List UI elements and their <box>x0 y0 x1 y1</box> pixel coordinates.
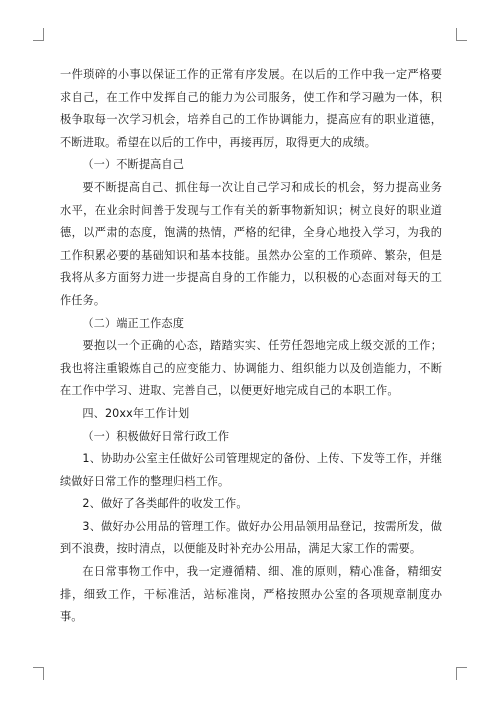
section-heading-improve-self: （一）不断提高自己 <box>82 158 184 172</box>
list-item-2: 2、做好了各类邮件的收发工作。 <box>82 497 248 511</box>
section-heading-work-plan: 四、20xx年工作计划 <box>82 406 190 420</box>
document-body <box>60 64 442 629</box>
paragraph-continuation: 一件琐碎的小事以保证工作的正常有序发展。在以后的工作中我一定严格要求自己，在工作中发挥自己的能力为公司服务，使工作和学习融为一体，积极争取每一次学习机会，培养自己的工作协调能力，提高应有的职业道德，不断进取。希望在以后的工作中，再接再厉，取得更大的成绩。 <box>60 68 442 149</box>
paragraph-daily-affairs: 在日常事物工作中，我一定遵循精、细、准的原则，精心准备，精细安排，细致工作，干标准活，站标准岗，严格按照办公室的各项规章制度办事。 <box>60 565 442 624</box>
paragraph-improve-self: 要不断提高自己、抓住每一次让自己学习和成长的机会，努力提高业务水平，在业余时间善于发现与工作有关的新事物新知识；树立良好的职业道德，以严肃的态度，饱满的热情，严格的纪律，全身心地投入学习，为我的工作积累必要的基础知识和基本技能。虽然办公室的工作琐碎、繁杂，但是我将从多方面努力进一步提高自身的工作能力，以积极的心态面对每天的工作任务。 <box>60 180 442 307</box>
corner-mark-top-left <box>33 28 44 41</box>
corner-mark-bottom-right <box>456 667 467 680</box>
corner-mark-top-right <box>456 28 467 41</box>
list-item-1: 1、协助办公室主任做好公司管理规定的备份、上传、下发等工作，并继续做好日常工作的整理归档工作。 <box>60 452 442 488</box>
list-item-3: 3、做好办公用品的管理工作。做好办公用品领用品登记，按需所发，做到不浪费，按时清点，以便能及时补充办公用品，满足大家工作的需要。 <box>60 519 442 556</box>
paragraph-work-attitude: 要抱以一个正确的心态，踏踏实实、任劳任怨地完成上级交派的工作；我也将注重锻炼自己的应变能力、协调能力、组织能力以及创造能力，不断在工作中学习、进取、完善自己，以便更好地完成自己的本职工作。 <box>60 339 442 398</box>
section-heading-work-attitude: （二）端正工作态度 <box>82 316 184 330</box>
corner-mark-bottom-left <box>33 667 44 680</box>
section-heading-daily-admin: （一）积极做好日常行政工作 <box>82 429 230 443</box>
